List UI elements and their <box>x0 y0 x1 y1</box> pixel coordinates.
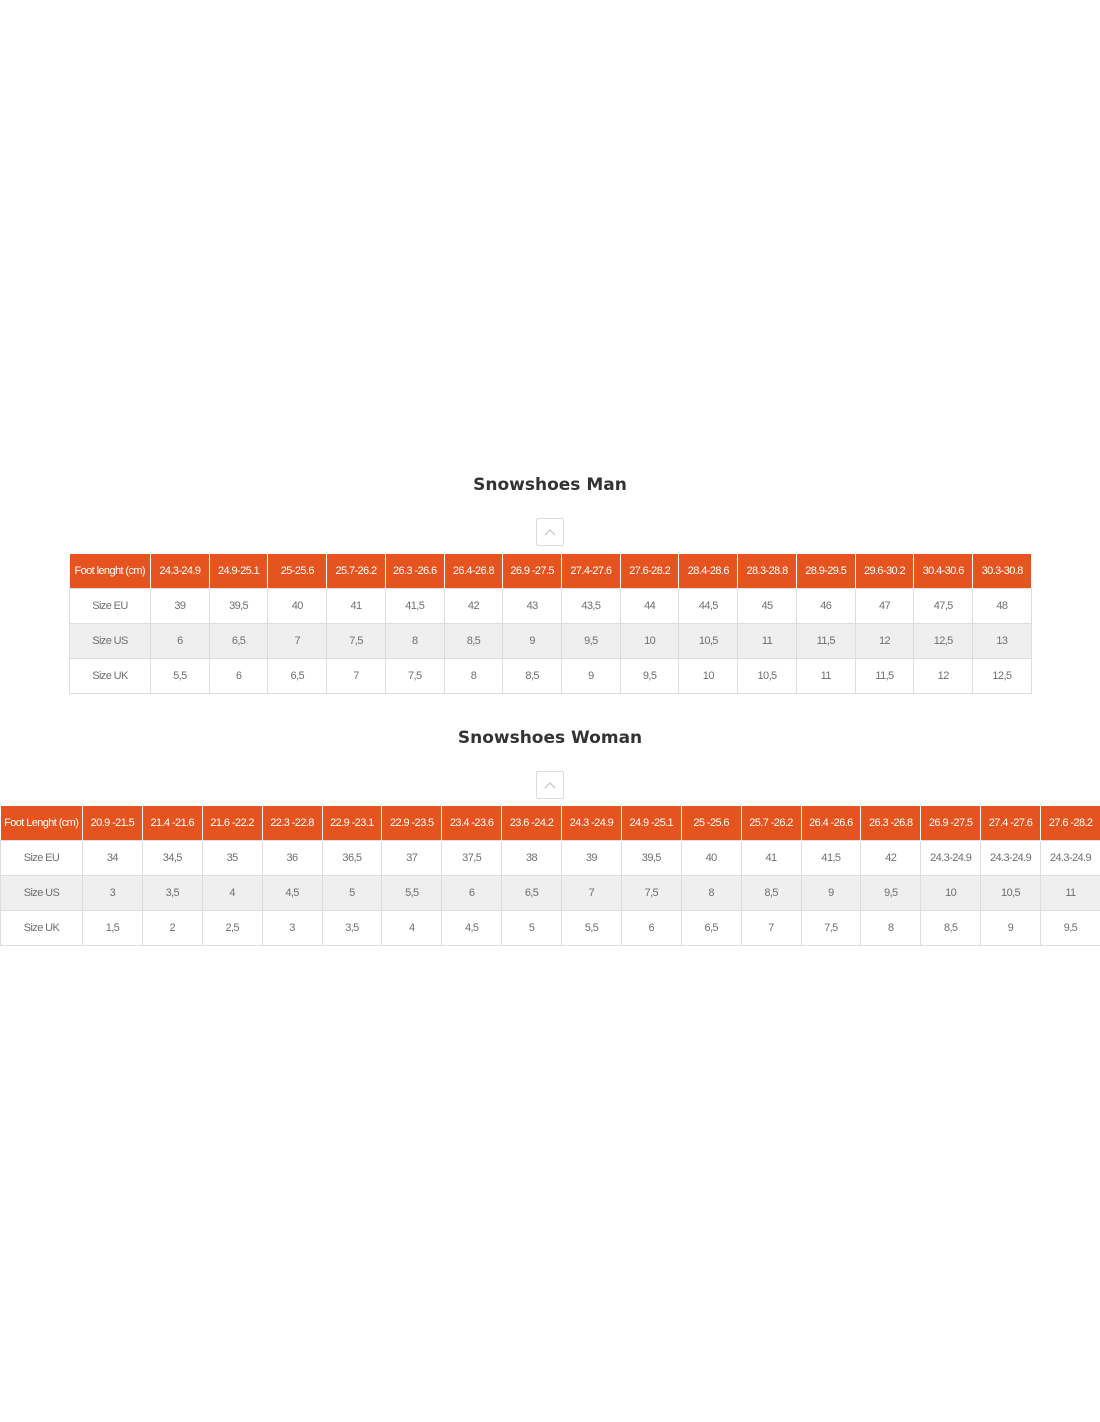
size-cell: 9,5 <box>620 659 679 694</box>
foot-length-header: 28.4-28.6 <box>679 554 738 589</box>
foot-length-header: 28.3-28.8 <box>738 554 797 589</box>
size-cell: 24.3-24.9 <box>981 841 1041 876</box>
chevron-up-icon <box>537 772 563 798</box>
size-cell: 1,5 <box>83 911 143 946</box>
row-label: Size EU <box>1 841 83 876</box>
size-cell: 43,5 <box>562 589 621 624</box>
size-cell: 39,5 <box>209 589 268 624</box>
header-label: Foot Lenght (cm) <box>1 806 83 841</box>
size-cell: 11 <box>738 624 797 659</box>
size-cell: 38 <box>502 841 562 876</box>
size-cell: 9 <box>562 659 621 694</box>
man-section-title: Snowshoes Man <box>473 475 627 495</box>
size-cell: 24.3-24.9 <box>1041 841 1100 876</box>
size-cell: 39 <box>562 841 622 876</box>
size-cell: 8 <box>444 659 503 694</box>
size-cell: 6 <box>442 876 502 911</box>
foot-length-header: 26.9 -27.5 <box>503 554 562 589</box>
size-cell: 8,5 <box>921 911 981 946</box>
man-collapse-button[interactable] <box>536 518 564 546</box>
foot-length-header: 26.9 -27.5 <box>921 806 981 841</box>
size-cell: 37,5 <box>442 841 502 876</box>
foot-length-header: 25.7 -26.2 <box>741 806 801 841</box>
chevron-up-icon <box>537 519 563 545</box>
size-cell: 5 <box>502 911 562 946</box>
foot-length-header: 25-25.6 <box>268 554 327 589</box>
size-cell: 36 <box>262 841 322 876</box>
row-label: Size EU <box>70 589 151 624</box>
size-cell: 12,5 <box>914 624 973 659</box>
size-cell: 48 <box>973 589 1032 624</box>
size-cell: 10 <box>679 659 738 694</box>
size-cell: 8,5 <box>503 659 562 694</box>
size-cell: 7 <box>268 624 327 659</box>
size-cell: 8 <box>385 624 444 659</box>
foot-length-header: 22.9 -23.5 <box>382 806 442 841</box>
size-cell: 41 <box>741 841 801 876</box>
size-cell: 39 <box>151 589 210 624</box>
foot-length-header: 27.6-28.2 <box>620 554 679 589</box>
size-cell: 44 <box>620 589 679 624</box>
header-row <box>1 806 1100 841</box>
size-cell: 9 <box>801 876 861 911</box>
size-cell: 11 <box>796 659 855 694</box>
foot-length-header: 25.7-26.2 <box>327 554 386 589</box>
size-cell: 34,5 <box>142 841 202 876</box>
size-cell: 12 <box>914 659 973 694</box>
foot-length-header: 26.3 -26.6 <box>385 554 444 589</box>
size-cell: 47 <box>855 589 914 624</box>
size-cell: 6,5 <box>502 876 562 911</box>
size-cell: 7 <box>741 911 801 946</box>
foot-length-header: 23.4 -23.6 <box>442 806 502 841</box>
size-cell: 6,5 <box>209 624 268 659</box>
size-cell: 12,5 <box>973 659 1032 694</box>
size-cell: 44,5 <box>679 589 738 624</box>
size-cell: 40 <box>681 841 741 876</box>
size-cell: 7,5 <box>327 624 386 659</box>
size-cell: 10,5 <box>738 659 797 694</box>
size-cell: 7 <box>327 659 386 694</box>
foot-length-header: 24.9-25.1 <box>209 554 268 589</box>
size-cell: 36,5 <box>322 841 382 876</box>
size-cell: 6 <box>621 911 681 946</box>
size-cell: 2 <box>142 911 202 946</box>
foot-length-header: 30.3-30.8 <box>973 554 1032 589</box>
foot-length-header: 21.4 -21.6 <box>142 806 202 841</box>
size-cell: 24.3-24.9 <box>921 841 981 876</box>
size-cell: 5,5 <box>151 659 210 694</box>
table-row <box>70 659 1032 694</box>
size-cell: 5,5 <box>382 876 442 911</box>
size-cell: 7,5 <box>385 659 444 694</box>
size-cell: 4 <box>382 911 442 946</box>
size-cell: 9 <box>981 911 1041 946</box>
foot-length-header: 20.9 -21.5 <box>83 806 143 841</box>
row-label: Size US <box>70 624 151 659</box>
foot-length-header: 25 -25.6 <box>681 806 741 841</box>
size-cell: 8,5 <box>444 624 503 659</box>
size-cell: 41,5 <box>385 589 444 624</box>
size-cell: 4,5 <box>442 911 502 946</box>
table-row <box>1 876 1100 911</box>
size-cell: 11 <box>1041 876 1100 911</box>
size-cell: 37 <box>382 841 442 876</box>
foot-length-header: 21.6 -22.2 <box>202 806 262 841</box>
table-row <box>70 589 1032 624</box>
foot-length-header: 27.4-27.6 <box>562 554 621 589</box>
header-label: Foot lenght (cm) <box>70 554 151 589</box>
woman-size-table <box>0 806 1100 946</box>
size-cell: 35 <box>202 841 262 876</box>
size-cell: 41 <box>327 589 386 624</box>
foot-length-header: 22.3 -22.8 <box>262 806 322 841</box>
size-cell: 42 <box>444 589 503 624</box>
size-cell: 40 <box>268 589 327 624</box>
table-row <box>70 624 1032 659</box>
size-cell: 7,5 <box>801 911 861 946</box>
size-cell: 5,5 <box>562 911 622 946</box>
table-row <box>1 911 1100 946</box>
size-cell: 7,5 <box>621 876 681 911</box>
row-label: Size UK <box>70 659 151 694</box>
size-cell: 7 <box>562 876 622 911</box>
size-cell: 9,5 <box>562 624 621 659</box>
size-cell: 10 <box>921 876 981 911</box>
foot-length-header: 29.6-30.2 <box>855 554 914 589</box>
foot-length-header: 26.4-26.8 <box>444 554 503 589</box>
size-cell: 3,5 <box>142 876 202 911</box>
size-cell: 45 <box>738 589 797 624</box>
size-cell: 12 <box>855 624 914 659</box>
size-cell: 42 <box>861 841 921 876</box>
man-size-table <box>69 554 1032 694</box>
row-label: Size UK <box>1 911 83 946</box>
size-cell: 6 <box>209 659 268 694</box>
size-cell: 8 <box>861 911 921 946</box>
size-cell: 10 <box>620 624 679 659</box>
foot-length-header: 24.3-24.9 <box>151 554 210 589</box>
foot-length-header: 22.9 -23.1 <box>322 806 382 841</box>
foot-length-header: 27.4 -27.6 <box>981 806 1041 841</box>
size-cell: 6,5 <box>681 911 741 946</box>
row-label: Size US <box>1 876 83 911</box>
size-cell: 3 <box>262 911 322 946</box>
size-cell: 47,5 <box>914 589 973 624</box>
size-cell: 39,5 <box>621 841 681 876</box>
foot-length-header: 23.6 -24.2 <box>502 806 562 841</box>
foot-length-header: 26.4 -26.6 <box>801 806 861 841</box>
size-cell: 10,5 <box>981 876 1041 911</box>
woman-section-title: Snowshoes Woman <box>457 728 643 748</box>
size-cell: 8 <box>681 876 741 911</box>
size-cell: 6 <box>151 624 210 659</box>
foot-length-header: 27.6 -28.2 <box>1041 806 1100 841</box>
size-cell: 5 <box>322 876 382 911</box>
size-cell: 9,5 <box>861 876 921 911</box>
size-cell: 9,5 <box>1041 911 1100 946</box>
foot-length-header: 26.3 -26.8 <box>861 806 921 841</box>
size-cell: 43 <box>503 589 562 624</box>
foot-length-header: 24.9 -25.1 <box>621 806 681 841</box>
size-cell: 2,5 <box>202 911 262 946</box>
size-cell: 3,5 <box>322 911 382 946</box>
size-cell: 41,5 <box>801 841 861 876</box>
size-cell: 8,5 <box>741 876 801 911</box>
table-row <box>1 841 1100 876</box>
size-cell: 3 <box>83 876 143 911</box>
size-cell: 9 <box>503 624 562 659</box>
size-cell: 34 <box>83 841 143 876</box>
size-cell: 11,5 <box>796 624 855 659</box>
size-cell: 46 <box>796 589 855 624</box>
woman-collapse-button[interactable] <box>536 771 564 799</box>
foot-length-header: 28.9-29.5 <box>796 554 855 589</box>
size-cell: 4,5 <box>262 876 322 911</box>
size-cell: 11,5 <box>855 659 914 694</box>
size-cell: 10,5 <box>679 624 738 659</box>
size-cell: 4 <box>202 876 262 911</box>
foot-length-header: 24.3 -24.9 <box>562 806 622 841</box>
size-cell: 13 <box>973 624 1032 659</box>
foot-length-header: 30.4-30.6 <box>914 554 973 589</box>
header-row <box>70 554 1032 589</box>
size-cell: 6,5 <box>268 659 327 694</box>
